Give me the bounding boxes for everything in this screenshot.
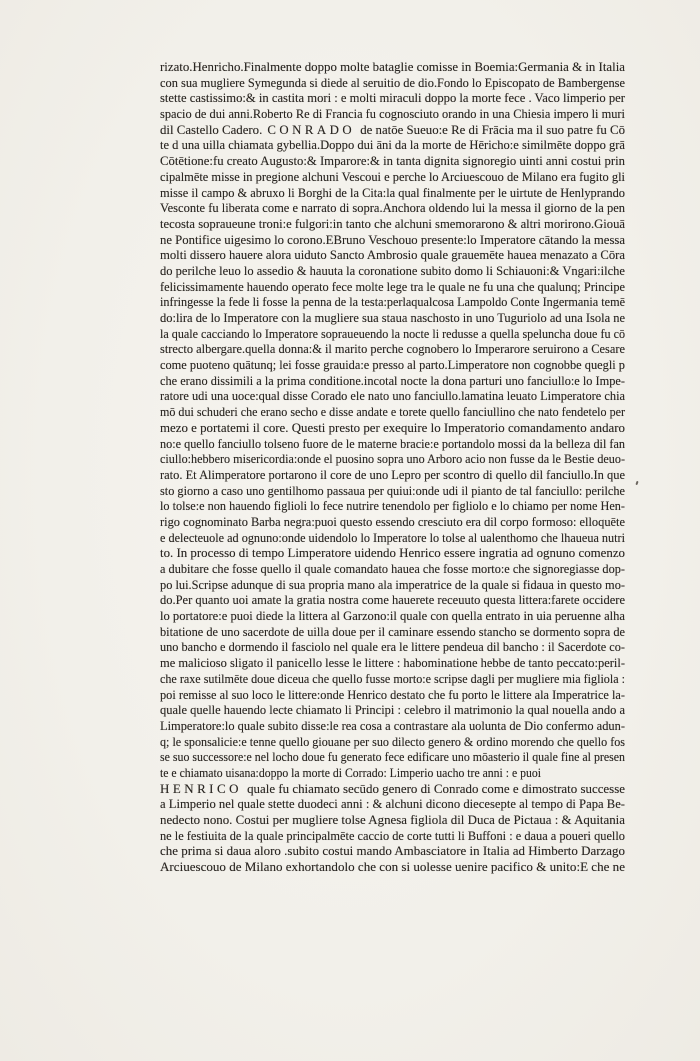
line-text: po lui.Scripse adunque di sua propria mano ala imperatrice de la quale si fidaua in questo mo- <box>160 577 625 592</box>
line-text: misse il campo & abruxo li Borghi de la Cita:la qual finalmente per le uirtute de Henlyprando <box>160 185 625 200</box>
line-text: Cōtētione:fu creato Augusto:& Imparore:& in tanta dignita signoregio uinti anni costui prin <box>160 154 625 169</box>
text-line <box>160 201 625 217</box>
text-line <box>160 452 625 468</box>
line-text <box>160 782 625 798</box>
text-line <box>160 76 625 92</box>
text-line <box>160 91 625 107</box>
text-line <box>160 405 625 421</box>
line-text: q; le sponsalicie:e tenne quello giouane per suo dilecto genero & ordino morendo che quello fos <box>160 734 625 749</box>
line-text: ciullo:hebbero misericordia:onde el puosino sopra uno Arboro acio non fusse da le Bestie deuo- <box>160 452 625 467</box>
text-line <box>160 484 625 500</box>
text-line <box>160 217 625 233</box>
text-line <box>160 625 625 641</box>
text-column <box>160 60 625 876</box>
line-text: che erano dissimili a la prima conditione.incotal nocte la dona parturi uno fanciullo:e lo Impe- <box>160 373 625 388</box>
line-text: strecto albergare.quella donna:& il marito perche cognobero lo Imperarore seruirono a Cesare <box>160 342 625 357</box>
text-line <box>160 531 625 547</box>
line-text: infringesse la fede li fosse la penna de la testa:perlaqualcosa Lampoldo Conte Ingermania temē <box>160 295 625 310</box>
text-line <box>160 515 625 531</box>
line-text: mezo e portatemi il core. Questi presto per exequire lo Imperatorio comandamento andaro <box>160 420 625 435</box>
line-segment: dil Castello Cadero. <box>160 122 263 137</box>
text-line <box>160 468 625 484</box>
text-line <box>160 656 625 672</box>
line-text: con sua mugliere Symegunda si diede al seruitio de dio.Fondo lo Episcopato de Bambergense <box>160 75 625 90</box>
spaced-capitals: HENRICO <box>160 781 242 796</box>
text-line <box>160 233 625 249</box>
line-text: e delecteuole ad ognuno:onde uidendolo lo Imperatore lo tolse al ualenthomo che lhaueua nutri <box>160 530 625 545</box>
text-line <box>160 295 625 311</box>
text-line <box>160 829 625 845</box>
text-line-last-of-paragraph <box>160 766 541 782</box>
line-text: rato. Et Alimperatore portarono il core de uno Lepro per scontro di quello dil fanciullo.In que <box>160 467 625 482</box>
line-text <box>160 123 625 139</box>
line-text: uno bancho e dormendo il fasciolo nel quale era le littere pendeua dil bancho : il Sacerdote co- <box>160 640 625 655</box>
line-text: a Limperio nel quale stette duodeci anni : & alchuni dicono diecesepte al tempo di Papa Be- <box>160 797 625 812</box>
text-line <box>160 421 625 437</box>
text-line <box>160 311 625 327</box>
line-text: la quale cacciando lo Imperatore sopraueuendo la nocte li redusse a quella speluncha doue fu cō <box>160 326 625 341</box>
line-text: rigo cognominato Barba negra:puoi questo essendo cresciuto era dil corpo formoso: elloquēte <box>160 514 625 529</box>
text-line <box>160 170 625 186</box>
line-text: mō dui schuderi che erano secho e disse andate e torete quello fanciullino che nato fendetelo per <box>160 405 625 420</box>
line-text: quale quelle hauendo lecte chiamato li Principi : celebro il matrimonio la qual nouella ando a <box>160 703 625 718</box>
text-line <box>160 593 625 609</box>
text-line <box>160 719 625 735</box>
text-line <box>160 342 625 358</box>
text-line <box>160 860 625 876</box>
line-text: te e chiamato uisana:doppo la morte di Corrado: Limperio uacho tre anni : e puoi <box>160 765 541 780</box>
line-text: spacio de dui anni.Roberto Re di Francia fu cognosciuto orando in una Chiesia impero li muri <box>160 107 625 122</box>
text-line <box>160 138 625 154</box>
text-line <box>160 546 625 562</box>
line-text: ne Pontifice uigesimo lo corono.EBruno Veschouo presente:lo Imperatore cātando la messa <box>160 232 625 247</box>
text-line <box>160 389 625 405</box>
line-text: sto giorno a caso uno gentilhomo passaua per quiui:onde udi il pianto de tal fanciullo: perilche <box>160 483 625 498</box>
line-text: do:lira de lo Imperatore con la mugliere sua staua naschosto in uno Tuguriolo ad una Isola ne <box>160 311 625 325</box>
text-line <box>160 123 625 139</box>
text-line <box>160 60 625 76</box>
line-text: molti dissero hauere alora uiduto Sancto Ambrosio quale grauemēte hauea menazato a Cōra <box>160 248 625 263</box>
text-line <box>160 609 625 625</box>
line-text: tecosta sopraueune troni:e fulgori:in tanto che alchuni smemorarono & altri morirono.Giouā <box>160 216 625 231</box>
line-segment: de natōe Sueuo:e Re di Frācia ma il suo patre fu Cō <box>360 122 625 137</box>
text-line <box>160 703 625 719</box>
line-text: se suo successore:e nel locho doue fu generato fece edificare uno mōasterio il quale fine al presen <box>160 750 625 765</box>
line-text: ratore udi una uoce:qual disse Corado ele nato uno fanciullo.lamatina leuato Limperatore chia <box>160 389 625 404</box>
line-text: felicissimamente hauendo operato fece molte lege tra le quale ne fu una che qualunq; Principe <box>160 279 625 294</box>
line-text: do.Per quanto uoi amate la gratia nostra come hauerete receuuto questa littera:farete occidere <box>160 593 625 608</box>
text-line <box>160 437 625 453</box>
text-line <box>160 107 625 123</box>
text-line <box>160 813 625 829</box>
text-line <box>160 280 625 296</box>
line-text: do perilche leuo lo assedio & hauuta la coronatione subito domo li Schiauoni:& Vngari:ilche <box>160 263 625 278</box>
line-text: rizato.Henricho.Finalmente doppo molte bataglie comisse in Boemia:Germania & in Italia <box>160 60 625 74</box>
text-line <box>160 248 625 264</box>
text-line <box>160 264 625 280</box>
text-line <box>160 750 625 766</box>
line-text: no:e quello fanciullo tolseno fuore de le materne bracie:e portandolo mossi da la belleza dil fan <box>160 436 625 451</box>
line-text: Vesconte fu liberata come e narrato di sopra.Anchora oldendo lui la messa il giorno de la pen <box>160 201 625 216</box>
line-text: me malicioso sligato il panicello lesse le littere : habominatione hebbe de tanto peccato:peril- <box>160 656 625 671</box>
text-line <box>160 562 625 578</box>
text-line <box>160 327 625 343</box>
text-line <box>160 797 625 813</box>
line-text: che prima si daua aloro .subito costui mando Ambasciatore in Italia ad Himberto Darzago <box>160 844 625 859</box>
line-text: cipalmēte misse in pregione alchuni Vescoui e perche lo Arciuescouo de Milano era fugito gli <box>160 169 625 184</box>
text-line <box>160 499 625 515</box>
text-line <box>160 672 625 688</box>
line-text: Arciuescouo de Milano exhortandolo che con si uolesse uenire pacifico & unito:E che ne <box>160 860 625 875</box>
line-text: nedecto nono. Costui per mugliere tolse Agnesa figliola dil Duca de Pictaua : & Aquitania <box>160 813 625 827</box>
margin-mark <box>635 481 638 485</box>
text-line <box>160 640 625 656</box>
line-text: che raxe sutilmēte doue diceua che quello fusse morto:e scripse dagli per mugliere mia figliola : <box>160 671 625 686</box>
text-line <box>160 154 625 170</box>
text-line <box>160 735 625 751</box>
text-line <box>160 782 625 798</box>
line-text: lo tolse:e non hauendo figlioli lo fece nutrire tenendolo per figliolo e lo chiamo per nome Hen- <box>160 499 625 514</box>
line-text: a dubitare che fosse quello il quale comandato hauea che fosse morto:e che signoregiasse dop- <box>160 562 625 576</box>
line-text: te d una uilla chiamata gybellia.Doppo dui āni da la morte de Hēricho:e similmēte doppo grā <box>160 138 625 153</box>
line-text: to. In processo di tempo Limperatore uidendo Henrico essere ingratia ad ognuno comenzo <box>160 546 625 561</box>
text-line <box>160 844 625 860</box>
text-line <box>160 374 625 390</box>
text-line <box>160 688 625 704</box>
line-segment: quale fu chiamato secūdo genero di Conrado come e dimostrato successe <box>247 781 625 796</box>
line-text: Limperatore:lo quale subito disse:le rea cosa a contrastare ala uolunta de Dio confermo adun- <box>160 718 625 733</box>
line-text: bitatione de uno sacerdote de uilla doue per il caminare essendo stancho se dormento sopra de <box>160 624 625 639</box>
text-line <box>160 358 625 374</box>
text-line <box>160 186 625 202</box>
text-line <box>160 578 625 594</box>
line-text: come puoteno quātunq; lei fosse grauida:e presso al parto.Limperatore non cognobbe quegli p <box>160 358 625 373</box>
line-text: lo portatore:e puoi diede la littera al Garzono:il quale con quella entrato in uia peruenne alha <box>160 609 625 624</box>
line-text: stette castissimo:& in castita mori : e molti miraculi doppo la morte fece . Vaco limperio per <box>160 91 625 106</box>
line-text: poi remisse al suo loco le littere:onde Henrico destato che fu porto le littere ala Imperatrice la- <box>160 687 625 702</box>
line-text: ne le festiuita de la quale principalmēte caccio de corte tutti li Buffoni : e daua a poueri quello <box>160 828 625 843</box>
spaced-capitals: CONRADO <box>267 122 356 137</box>
